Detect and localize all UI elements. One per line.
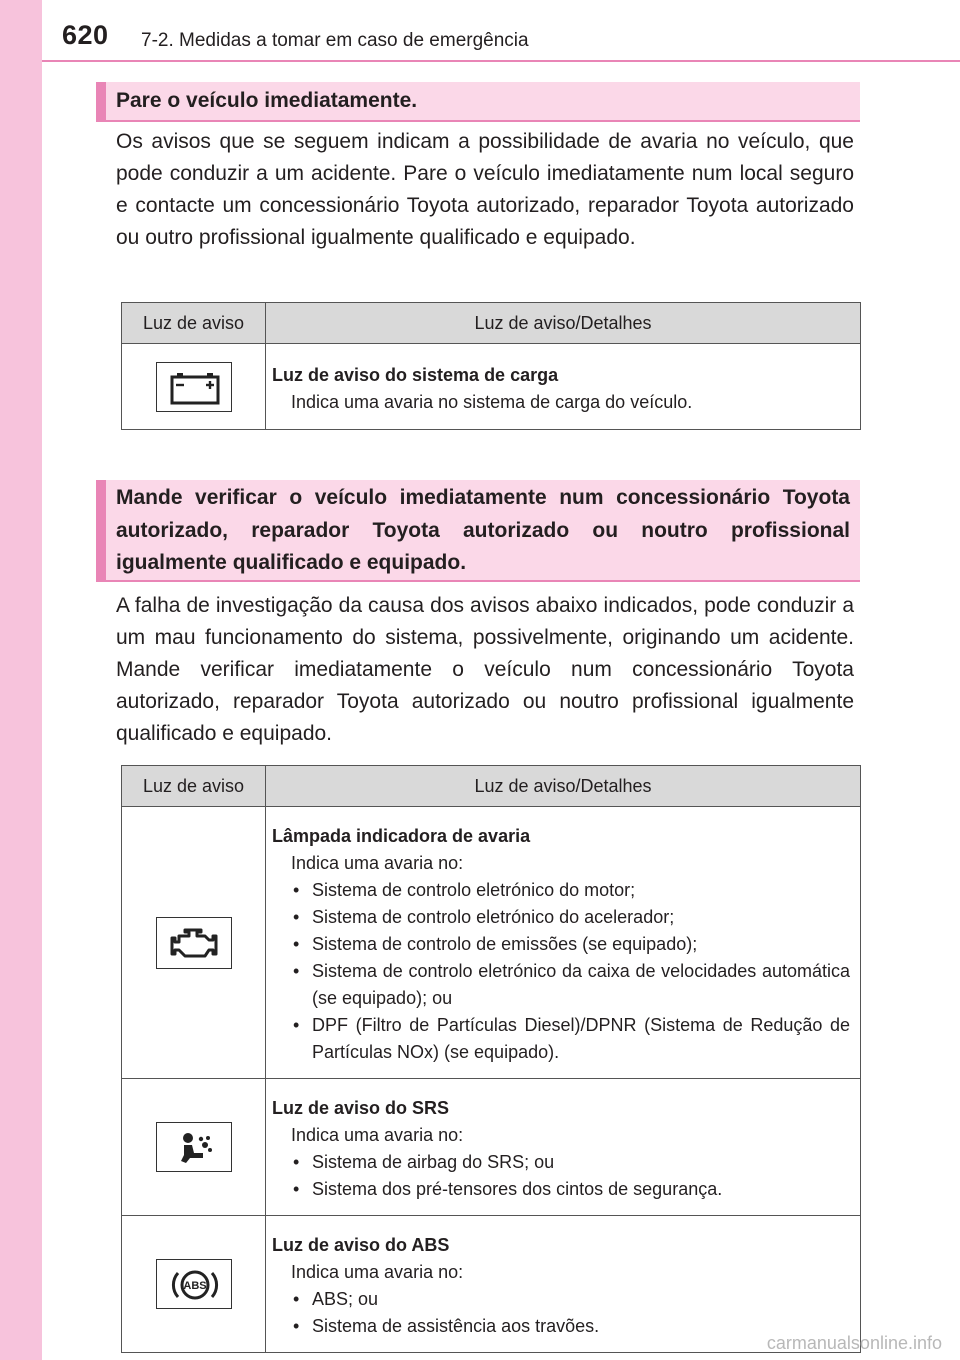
abs-warning-icon — [156, 1259, 232, 1309]
watermark: carmanualsonline.info — [766, 1333, 942, 1353]
list-item: • Sistema dos pré-tensores dos cintos de segurança. — [291, 1176, 850, 1203]
section-title: 7-2. Medidas a tomar em caso de emergência — [141, 30, 529, 51]
page-number: 620 — [62, 20, 109, 50]
list-item: • Sistema de airbag do SRS; ou — [291, 1149, 850, 1176]
abs-icon-label: ABS — [182, 1280, 207, 1292]
paragraph-have-vehicle-checked: A falha de investigação da causa dos avisos abaixo indicados, pode conduzir a um mau funcionamento do sistema, possivelmente, originando um acidente. Mande verificar imediatamente o veículo num concessionário Toyota autorizado, reparador Toyota autorizado ou noutro profissional igualmente qualificado e equipado. — [116, 594, 854, 745]
bullet-list — [272, 877, 850, 1066]
table-header-row — [122, 303, 861, 344]
warning-table-1 — [121, 302, 861, 430]
table-row — [122, 1079, 861, 1216]
list-item: • ABS; ou — [291, 1286, 850, 1313]
engine-malfunction-icon — [156, 917, 232, 969]
srs-airbag-icon — [156, 1122, 232, 1172]
row-text: Indica uma avaria no: — [291, 853, 464, 873]
battery-warning-icon — [156, 362, 232, 412]
row-text: Indica uma avaria no: — [291, 1262, 464, 1282]
list-item: • Sistema de controlo eletrónico do motor; — [291, 877, 850, 904]
list-item: • Sistema de controlo eletrónico da caixa de velocidades automática (se equipado); ou — [291, 958, 850, 1012]
column-header-warning-light: Luz de aviso — [122, 303, 266, 344]
list-item: • Sistema de controlo eletrónico do acelerador; — [291, 904, 850, 931]
table-header-row — [122, 766, 861, 807]
bullet-list — [272, 1149, 850, 1203]
table-row — [122, 344, 861, 430]
row-title: Luz de aviso do SRS — [272, 1098, 450, 1118]
row-title: Luz de aviso do sistema de carga — [272, 364, 559, 385]
heading-stop-vehicle: Pare o veículo imediatamente. — [96, 82, 860, 122]
list-item: • Sistema de assistência aos travões. — [291, 1313, 850, 1340]
row-text: Indica uma avaria no sistema de carga do veículo. — [291, 391, 693, 412]
header-rule — [42, 60, 960, 62]
column-header-details: Luz de aviso/Detalhes — [266, 303, 861, 344]
column-header-warning-light: Luz de aviso — [122, 766, 266, 807]
warning-table-2 — [121, 765, 861, 1353]
column-header-details: Luz de aviso/Detalhes — [266, 766, 861, 807]
row-title: Luz de aviso do ABS — [272, 1235, 450, 1255]
row-text: Indica uma avaria no: — [291, 1125, 464, 1145]
heading-have-vehicle-checked: Mande verificar o veículo imediatamente num concessionário Toyota autorizado, reparador Toyota autorizado ou noutro profissional igualmente qualificado e equipado. — [96, 480, 860, 582]
bullet-list — [272, 1286, 850, 1340]
table-row — [122, 1216, 861, 1353]
list-item: • DPF (Filtro de Partículas Diesel)/DPNR (Sistema de Redução de Partículas NOx) (se equipado). — [291, 1012, 850, 1066]
row-title: Lâmpada indicadora de avaria — [272, 826, 531, 846]
paragraph-stop-vehicle: Os avisos que se seguem indicam a possibilidade de avaria no veículo, que pode conduzir a um acidente. Pare o veículo imediatamente num local seguro e contacte um concessionário Toyota autorizado, reparador Toyota autorizado ou outro profissional igualmente qualificado e equipado. — [116, 130, 854, 249]
table-row — [122, 807, 861, 1079]
left-margin-band — [0, 0, 42, 1360]
list-item: • Sistema de controlo de emissões (se equipado); — [291, 931, 850, 958]
